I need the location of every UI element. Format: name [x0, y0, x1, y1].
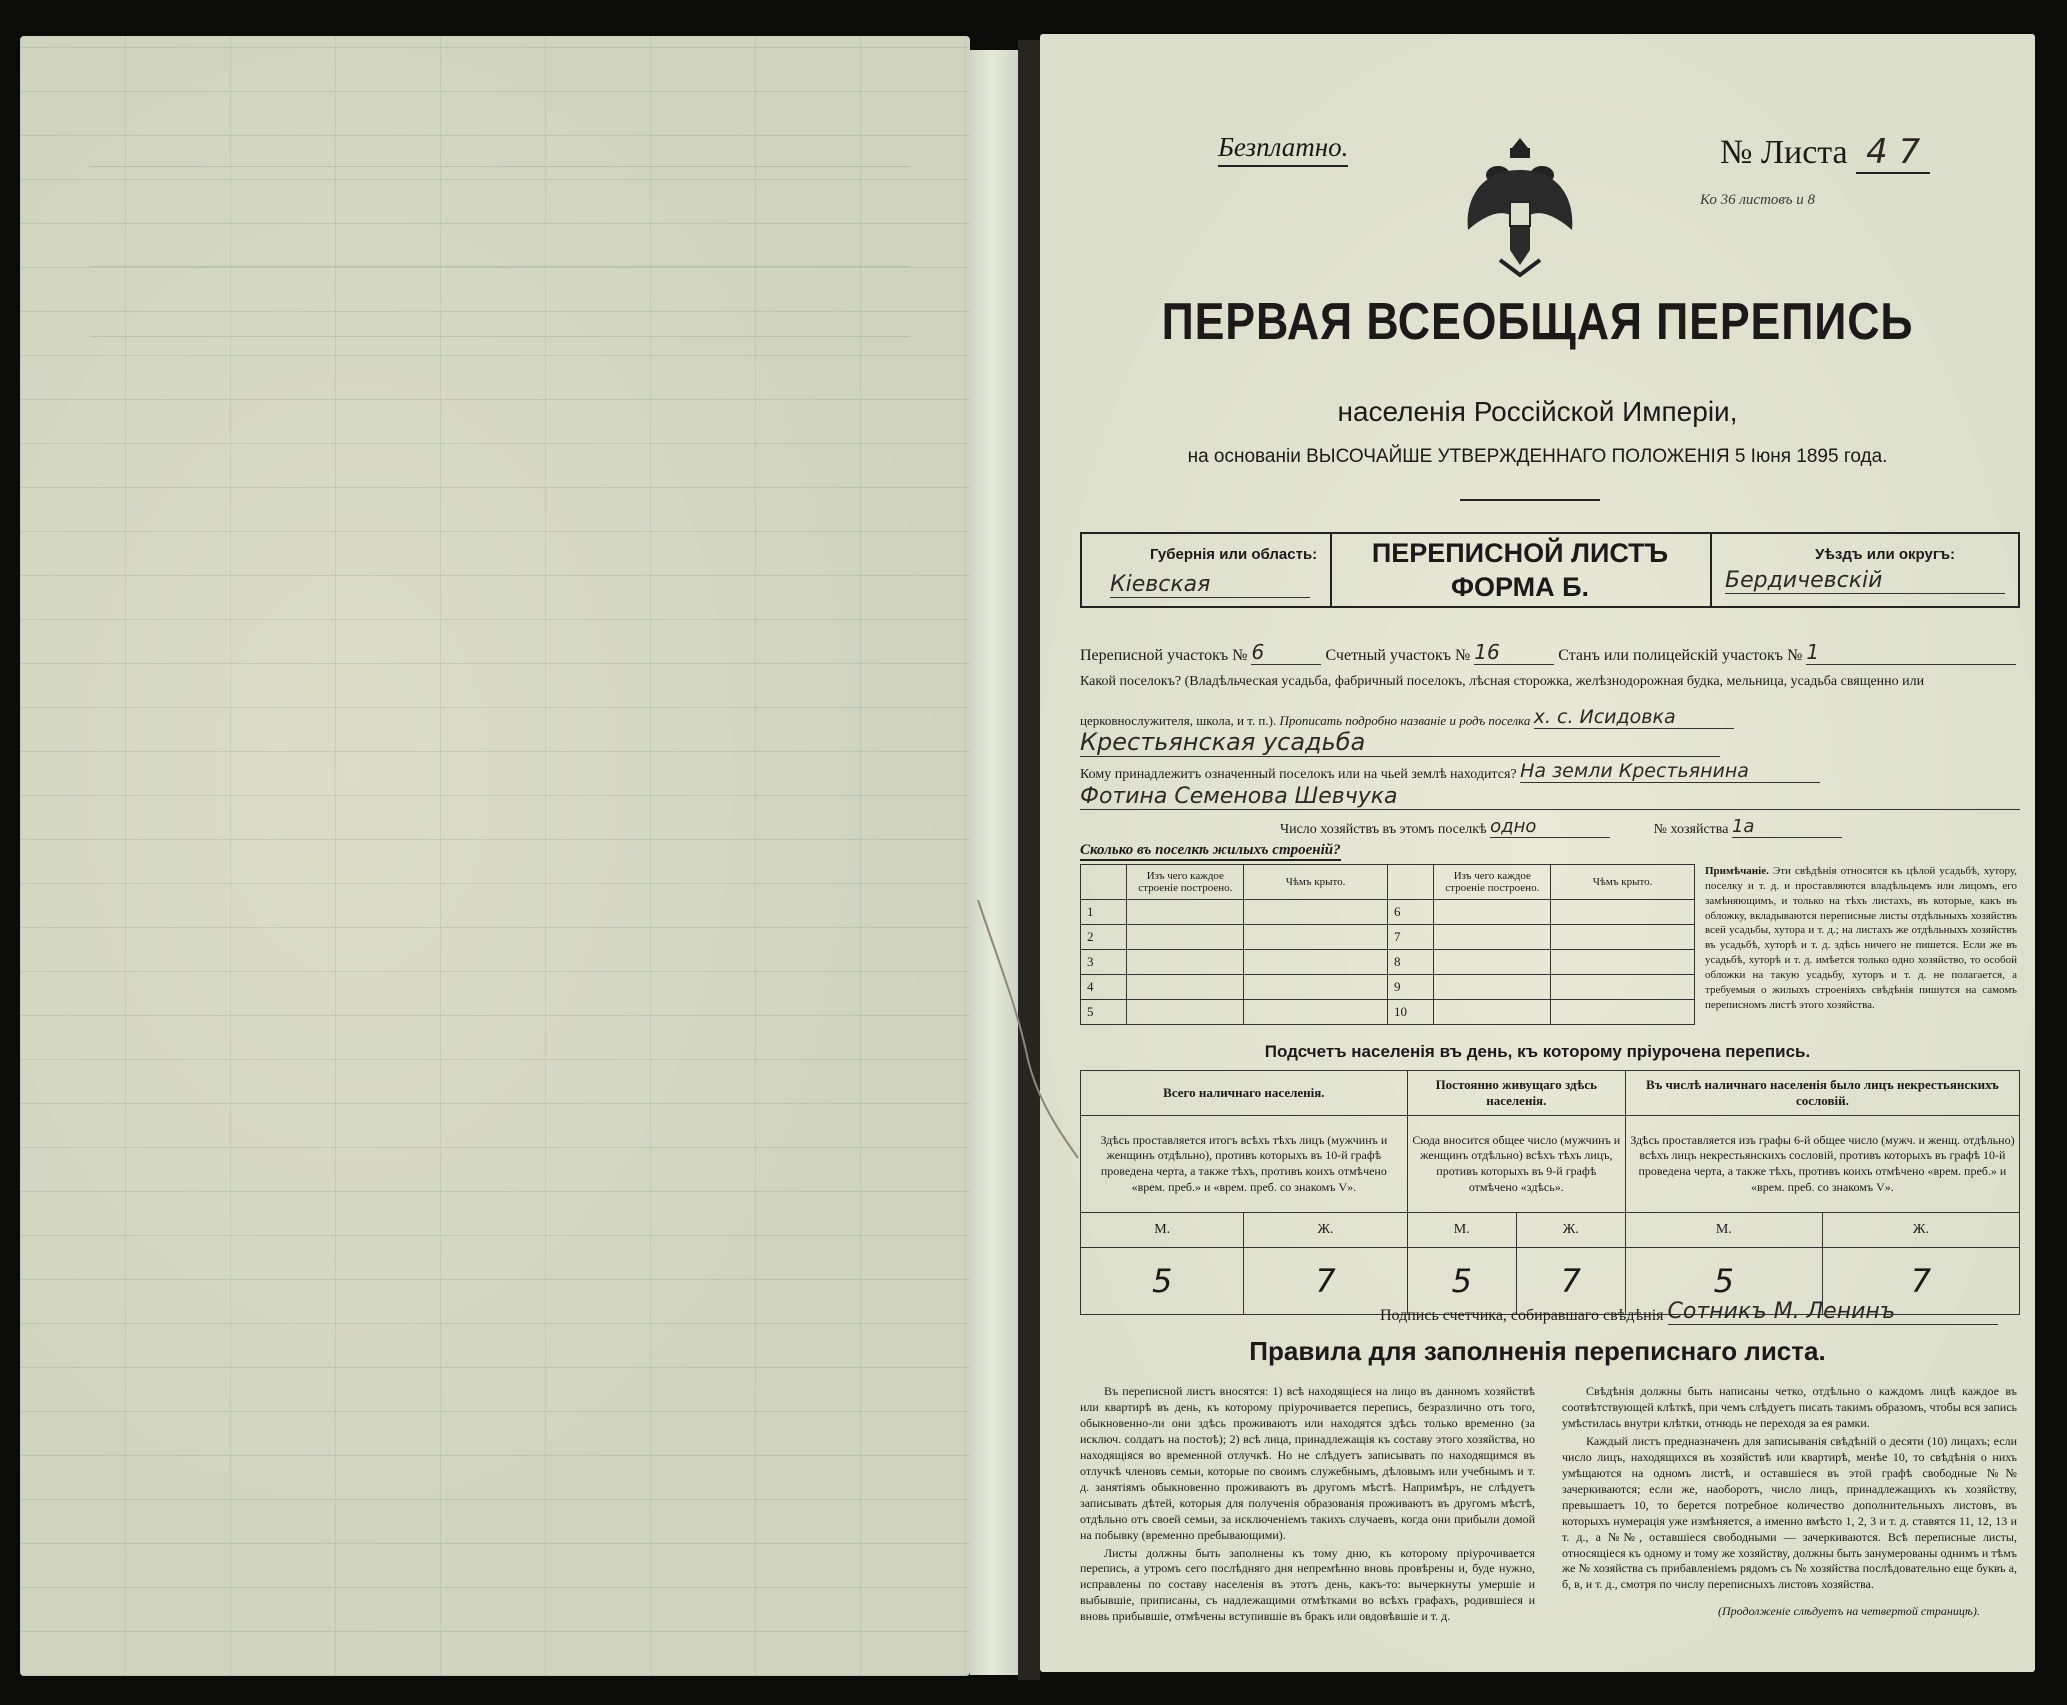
province-field[interactable]: Кіевская [1110, 572, 1310, 598]
buildings-col-material: Изъ чего каждое строеніе построено. [1434, 865, 1551, 900]
roof-cell[interactable] [1551, 950, 1695, 975]
page-spine [970, 50, 1025, 1675]
settlement-hint-2: церковнослужителя, школа, и т. п.). [1080, 713, 1277, 728]
buildings-table [1080, 864, 1695, 1025]
population-heading: Подсчетъ населенія въ день, къ которому пріурочена перепись. [1264, 1042, 1811, 1061]
household-number-field[interactable]: 1а [1732, 816, 1842, 838]
owner-field-line-2[interactable]: Фотина Семенова Шевчука [1080, 784, 2020, 810]
row-number: 4 [1081, 975, 1127, 1000]
legal-basis: на основаніи ВЫСОЧАЙШЕ УТВЕРЖДЕННАГО ПОЛОЖЕНІЯ 5 Іюня 1895 года. [1187, 446, 1888, 467]
table-row [1081, 975, 1695, 1000]
material-cell[interactable] [1127, 900, 1244, 925]
male-label: М. [1407, 1213, 1516, 1248]
non-peasant-female-field[interactable]: 7 [1822, 1248, 2019, 1315]
sheet-number-value: 4 7 [1856, 132, 1930, 174]
buildings-col-roof: Чѣмъ крыто. [1244, 865, 1388, 900]
roof-cell[interactable] [1551, 975, 1695, 1000]
signature-label: Подпись счетчика, собиравшаго свѣдѣнія [1380, 1307, 1664, 1324]
male-label: М. [1625, 1213, 1822, 1248]
row-number: 9 [1387, 975, 1433, 1000]
population-col-non-peasant-desc: Здѣсь проставляется изъ графы 6-й общее число (мужч. и женщ. отдѣльно) всѣхъ лицъ некрестьянскихъ сословій, противъ которыхъ въ графѣ 10-й проведена черта, а также тѣхъ, противъ коихъ отмѣчено «врем. преб.» и «врем. преб. со знакомъ V». [1625, 1116, 2019, 1213]
corner-note: Ко 36 листовъ и 8 [1700, 192, 1816, 208]
census-section-row [1080, 640, 2016, 665]
document-title: ПЕРВАЯ ВСЕОБЩАЯ ПЕРЕПИСЬ [1161, 293, 1914, 351]
material-cell[interactable] [1127, 975, 1244, 1000]
row-number: 5 [1081, 1000, 1127, 1025]
police-section-label: Станъ или полицейскій участокъ № [1558, 647, 1803, 664]
table-row [1081, 900, 1695, 925]
signature-field[interactable]: Сотникъ М. Ленинъ [1668, 1299, 1998, 1325]
settlement-field[interactable]: х. с. Исидовка [1534, 706, 1734, 729]
settlement-field-line-2[interactable]: Крестьянская усадьба [1080, 728, 1720, 757]
female-label: Ж. [1516, 1213, 1625, 1248]
material-cell[interactable] [1434, 950, 1551, 975]
total-male-field[interactable]: 5 [1081, 1248, 1244, 1315]
show-through-line [90, 266, 910, 267]
material-cell[interactable] [1434, 925, 1551, 950]
imperial-eagle-emblem [1460, 130, 1580, 280]
population-col-permanent-desc: Сюда вносится общее число (мужчинъ и женщинъ отдѣльно) всѣхъ тѣхъ лицъ, противъ которыхъ въ 9-й графѣ отмѣчено «здѣсь». [1407, 1116, 1625, 1213]
census-section-field[interactable]: 6 [1251, 640, 1321, 665]
households-count-label: Число хозяйствъ въ этомъ поселкѣ [1280, 822, 1487, 837]
rules-paragraph: Въ переписной листъ вносятся: 1) всѣ находящіеся на лицо въ данномъ хозяйствѣ или квартирѣ въ день, къ которому пріурочивается перепись, безразлично отъ того, обыкновенно-ли они здѣсь проживаютъ или находятся здѣсь только временно (за исключ. солдатъ на постоѣ); 2) всѣ лица, принадлежащія къ составу этого хозяйства, но находящіяся во временной отлучкѣ. Но не слѣдуетъ записывать по находящимся въ отлучкѣ членовъ семьи, которые по своимъ служебнымъ, дѣловымъ или учебнымъ и т. д. занятіямъ обыкновенно проживаютъ въ другомъ мѣстѣ. Напримѣръ, не слѣдуетъ записывать дѣтей, которыя для полученія образованія проживаютъ въ другомъ мѣстѣ, отдѣльно отъ своей семьи, за исключеніемъ такихъ случаевъ, когда они прибыли домой на побывку (временно пребывающими). [1080, 1384, 1535, 1542]
female-label: Ж. [1244, 1213, 1407, 1248]
roof-cell[interactable] [1244, 975, 1388, 1000]
owner-row [1080, 760, 1820, 783]
population-col-total: Всего наличнаго населенія. [1081, 1071, 1408, 1116]
roof-cell[interactable] [1244, 950, 1388, 975]
binding-thread [968, 900, 1088, 1160]
show-through-line [90, 336, 910, 337]
row-number: 10 [1387, 1000, 1433, 1025]
female-label: Ж. [1822, 1213, 2019, 1248]
permanent-female-field[interactable]: 7 [1516, 1248, 1625, 1315]
table-row [1081, 925, 1695, 950]
population-table [1080, 1070, 2020, 1315]
non-peasant-male-field[interactable]: 5 [1625, 1248, 1822, 1315]
row-number: 6 [1387, 900, 1433, 925]
roof-cell[interactable] [1244, 925, 1388, 950]
households-row [1280, 816, 1842, 838]
form-title: ПЕРЕПИСНОЙ ЛИСТЪ [1371, 538, 1669, 568]
buildings-col-material: Изъ чего каждое строеніе построено. [1127, 865, 1244, 900]
population-col-permanent: Постоянно живущаго здѣсь населенія. [1407, 1071, 1625, 1116]
sheet-number-label: № Листа [1720, 134, 1848, 171]
roof-cell[interactable] [1551, 1000, 1695, 1025]
rules-left-column [1080, 1384, 1535, 1625]
show-through-line [90, 166, 910, 167]
census-form-page [1040, 34, 2035, 1672]
settlement-hint: (Владѣльческая усадьба, фабричный поселокъ, лѣсная сторожка, желѣзнодорожная будка, мельница, усадьба священно или [1184, 674, 1925, 689]
total-female-field[interactable]: 7 [1244, 1248, 1407, 1315]
population-col-non-peasant: Въ числѣ наличнаго населенія было лицъ некрестьянскихъ сословій. [1625, 1071, 2019, 1116]
continued-note: (Продолженіе слѣдуетъ на четвертой страницѣ). [1718, 1604, 1980, 1618]
signature-row [1380, 1299, 1998, 1325]
settlement-hint-row [1080, 706, 1734, 729]
owner-field[interactable]: На земли Крестьянина [1520, 760, 1820, 783]
rules-title: Правила для заполненія переписнаго листа. [1249, 1336, 1826, 1366]
roof-cell[interactable] [1244, 900, 1388, 925]
material-cell[interactable] [1434, 900, 1551, 925]
row-number: 2 [1081, 925, 1127, 950]
household-number-label: № хозяйства [1653, 822, 1729, 837]
rules-right-column [1562, 1384, 2017, 1593]
material-cell[interactable] [1127, 1000, 1244, 1025]
row-number: 3 [1081, 950, 1127, 975]
material-cell[interactable] [1127, 925, 1244, 950]
roof-cell[interactable] [1551, 925, 1695, 950]
buildings-col-roof: Чѣмъ крыто. [1551, 865, 1695, 900]
province-label: Губернія или область: [1150, 546, 1318, 563]
left-facing-page [20, 36, 970, 1676]
row-number: 7 [1387, 925, 1433, 950]
rules-paragraph: Каждый листъ предназначенъ для записыванія свѣдѣній о десяти (10) лицахъ; если число лицъ, находящихся въ хозяйствѣ или квартирѣ, менѣе 10, то свѣдѣнія о нихъ умѣщаются на одномъ листѣ, и оставшіеся въ этой графѣ свободные №№ зачеркиваются; если же, наоборотъ, число лицъ, принадлежащихъ къ хозяйству, превышаетъ 10, то берется потребное количество дополнительныхъ листовъ, въ которыхъ нумерація уже измѣняется, а именно вмѣсто 1, 2, 3 и т. д. ставятся 11, 12, 13 и т. д., а №№, оставшіеся свободными — зачеркиваются. Всѣ переписные листы, относящіеся къ одному и тому же хозяйству, должны быть занумерованы однимъ и тѣмъ же № хозяйства съ прибавленіемъ рядомъ съ № хозяйства послѣдовательно еще буквъ а, б, в, и т. д., смотря по числу переписныхъ листовъ хозяйства. [1562, 1433, 2017, 1592]
police-section-field[interactable]: 1 [1806, 640, 2016, 665]
settlement-instruction: Прописать подробно названіе и родъ поселка [1279, 713, 1531, 728]
settlement-question: Какой поселокъ? [1080, 674, 1182, 689]
table-row [1081, 950, 1695, 975]
buildings-question-text: Сколько въ поселкѣ жилыхъ строеній? [1080, 842, 1341, 858]
buildings-note [1705, 864, 2017, 1012]
counting-section-field[interactable]: 16 [1474, 640, 1554, 665]
title-rule [1460, 499, 1600, 501]
permanent-male-field[interactable]: 5 [1407, 1248, 1516, 1315]
male-label: М. [1081, 1213, 1244, 1248]
counting-section-label: Счетный участокъ № [1325, 647, 1471, 664]
note-title: Примѣчаніе. [1705, 865, 1769, 877]
sheet-number [1720, 132, 1930, 172]
free-label: Безплатно. [1218, 132, 1348, 167]
row-number: 8 [1387, 950, 1433, 975]
rules-paragraph: Свѣдѣнія должны быть написаны четко, отдѣльно о каждомъ лицѣ каждое въ соотвѣтствующей клѣткѣ, при чемъ слѣдуетъ писать такимъ образомъ, чтобы вся запись умѣстилась внутри клѣтки, отнюдь не переходя за ея рамки. [1562, 1384, 2017, 1430]
households-count-field[interactable]: одно [1490, 816, 1610, 838]
material-cell[interactable] [1434, 1000, 1551, 1025]
form-subtitle: ФОРМА Б. [1450, 572, 1590, 602]
region-header [1080, 532, 2020, 608]
district-label: Уѣздъ или округъ: [1815, 546, 1956, 563]
document-subtitle: населенія Россійской Имперіи, [1337, 396, 1738, 427]
row-number: 1 [1081, 900, 1127, 925]
table-row [1081, 1000, 1695, 1025]
material-cell[interactable] [1127, 950, 1244, 975]
binding-gap [1018, 40, 1040, 1680]
population-col-total-desc: Здѣсь проставляется итогъ всѣхъ тѣхъ лицъ (мужчинъ и женщинъ отдѣльно), противъ которыхъ въ 10-й графѣ проведена черта, а также тѣхъ, противъ коихъ отмѣчено «врем. преб.» и «врем. преб. со знакомъ V». [1081, 1116, 1408, 1213]
district-field[interactable]: Бердичевскій [1725, 568, 2005, 594]
census-section-label: Переписной участокъ № [1080, 647, 1248, 664]
owner-question: Кому принадлежитъ означенный поселокъ или на чьей землѣ находится? [1080, 767, 1517, 782]
roof-cell[interactable] [1244, 1000, 1388, 1025]
settlement-question-row [1080, 674, 2020, 690]
rules-paragraph: Листы должны быть заполнены къ тому дню, къ которому пріурочивается перепись, а утромъ сего послѣдняго дня непремѣнно вновь провѣрены и, буде нужно, исправлены по составу населенія въ этотъ день, какъ-то: вычеркнуты умершіе и выбывшіе, приписаны, съ надлежащими отмѣтками во всѣхъ графахъ, родившіеся и вновь прибывшіе, отмѣчены вступившіе въ бракъ или овдовѣвшіе и т. д. [1080, 1545, 1535, 1624]
buildings-question [1080, 842, 1341, 861]
note-text: Эти свѣдѣнія относятся къ цѣлой усадьбѣ, хутору, поселку и т. д. и проставляются владѣльцемъ или лицомъ, его замѣняющимъ, и только на тѣхъ листахъ, въ которые, какъ въ обложку, вкладываются переписные листы отдѣльныхъ хозяйствъ всей усадьбы, хутора и т. д.; на листахъ же отдѣльныхъ хозяйствъ въ усадьбѣ, хуторѣ и т. д. здѣсь ничего не пишется. Если же въ усадьбѣ, хуторѣ и т. д. имѣется только одно хозяйство, то особой обложки на такую усадьбу, хуторъ и т. д. не полагается, а требуемыя о жилыхъ строеніяхъ свѣдѣнія пишутся на самомъ переписномъ листѣ этого хозяйства. [1705, 865, 2018, 1011]
roof-cell[interactable] [1551, 900, 1695, 925]
material-cell[interactable] [1434, 975, 1551, 1000]
